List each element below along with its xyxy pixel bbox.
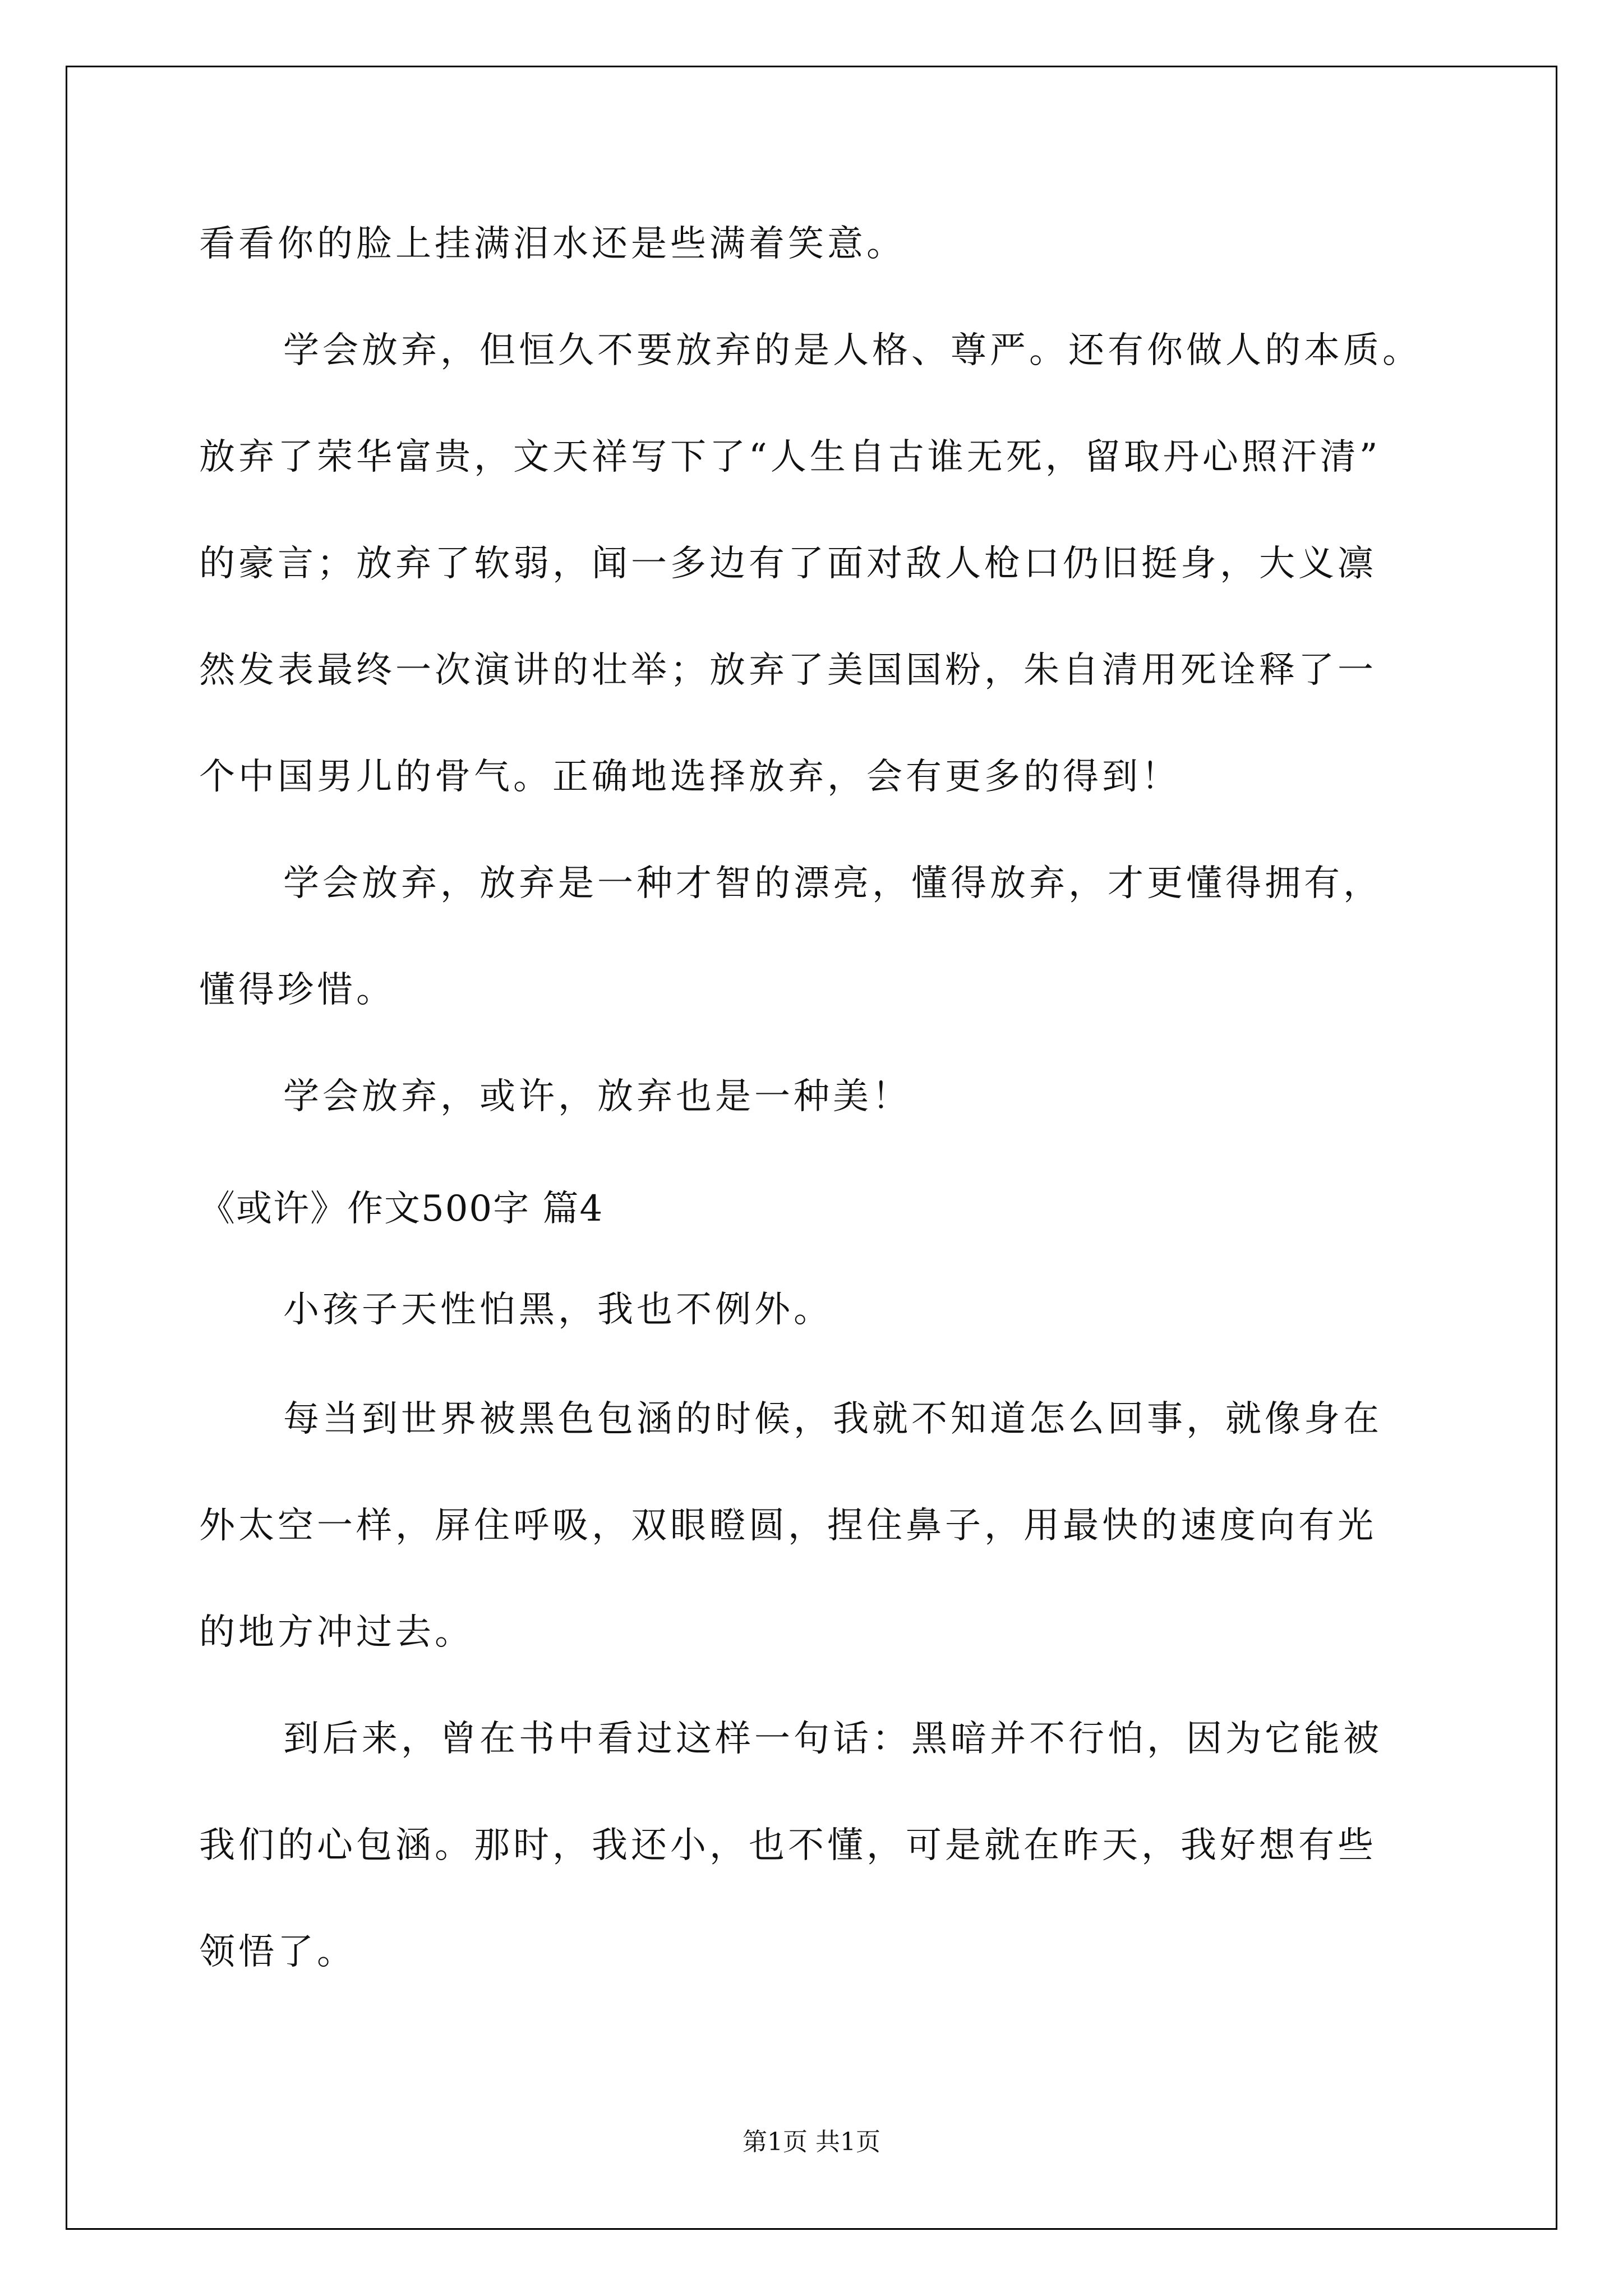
text-line: 然发表最终一次演讲的壮举；放弃了美国国粉，朱自清用死诠释了一 — [199, 650, 1377, 691]
paragraph-start: 学会放弃，或许，放弃也是一种美！ — [283, 1076, 911, 1117]
paragraph-start: 到后来，曾在书中看过这样一句话：黑暗并不行怕，因为它能被 — [283, 1718, 1382, 1760]
paragraph-start: 小孩子天性怕黑，我也不例外。 — [283, 1289, 833, 1331]
section-heading: 《或许》作文500字 篇4 — [199, 1188, 604, 1230]
text-line: 外太空一样，屏住呼吸，双眼瞪圆，捏住鼻子，用最快的速度向有光 — [199, 1505, 1377, 1547]
text-line: 懂得珍惜。 — [199, 969, 395, 1011]
text-line: 我们的心包涵。那时，我还小，也不懂，可是就在昨天，我好想有些 — [199, 1825, 1377, 1866]
page-frame — [66, 66, 1557, 2230]
paragraph-start: 学会放弃，但恒久不要放弃的是人格、尊严。还有你做人的本质。 — [283, 330, 1422, 371]
text-line: 的地方冲过去。 — [199, 1612, 474, 1653]
text-line: 的豪言；放弃了软弱，闻一多边有了面对敌人枪口仍旧挺身，大义凛 — [199, 543, 1377, 585]
text-line: 领悟了。 — [199, 1931, 356, 1973]
paragraph-start: 每当到世界被黑色包涵的时候，我就不知道怎么回事，就像身在 — [283, 1398, 1382, 1440]
text-line: 看看你的脸上挂满泪水还是些满着笑意。 — [199, 223, 906, 265]
text-line: 个中国男儿的骨气。正确地选择放弃，会有更多的得到！ — [199, 756, 1181, 798]
paragraph-start: 学会放弃，放弃是一种才智的漂亮，懂得放弃，才更懂得拥有， — [283, 863, 1382, 904]
text-line: 放弃了荣华富贵，文天祥写下了“人生自古谁无死，留取丹心照汗清” — [199, 436, 1381, 478]
page-footer: 第1页 共1页 — [743, 2128, 880, 2156]
